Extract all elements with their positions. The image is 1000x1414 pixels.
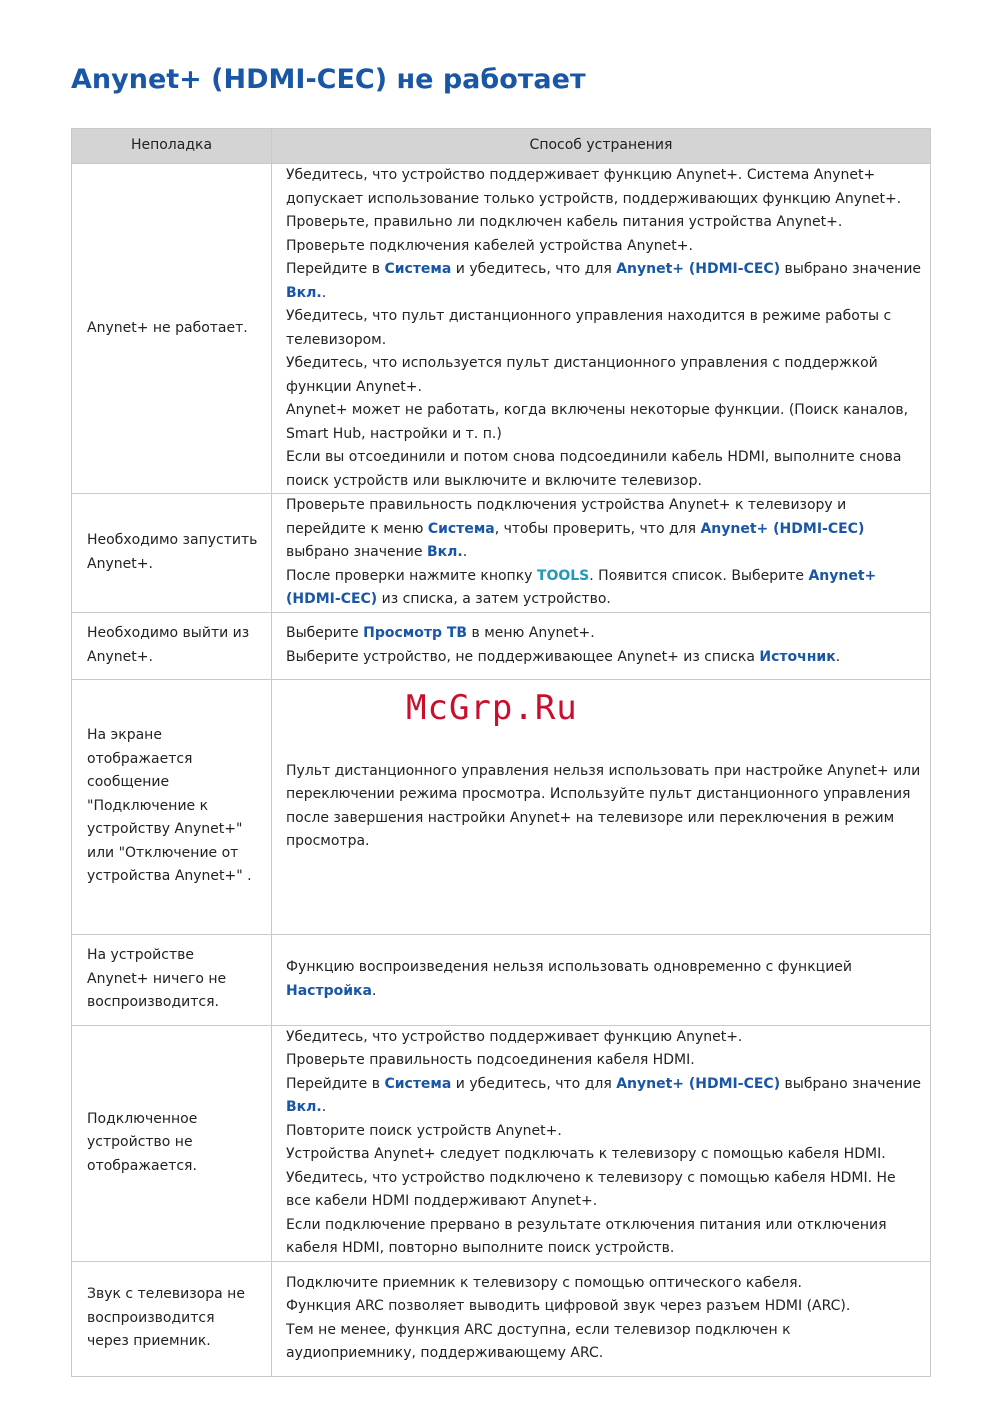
menu-term: Система — [427, 520, 495, 537]
menu-term: Вкл. — [286, 284, 322, 301]
solution-line: Убедитесь, что устройство подключено к телевизору с помощью кабеля HDMI. Не все кабели HDMI поддерживают Anynet+. — [286, 1169, 896, 1209]
problem-cell: Anynet+ не работает. — [72, 164, 272, 494]
header-problem: Неполадка — [72, 129, 272, 164]
table-header-row — [72, 129, 931, 164]
solution-line: Перейдите в Система и убедитесь, что для Anynet+ (HDMI-CEC) выбрано значение Вкл.. — [286, 1075, 922, 1115]
solution-line: Проверьте правильность подключения устройства Anynet+ к телевизору и перейдите к меню Система, чтобы проверить, что для Anynet+ (HDMI-CEC) выбрано значение Вкл.. — [286, 497, 865, 560]
solution-line: Anynet+ может не работать, когда включены некоторые функции. (Поиск каналов, Smart Hub, настройки и т. п.) — [286, 402, 909, 442]
solution-line: Перейдите в Система и убедитесь, что для Anynet+ (HDMI-CEC) выбрано значение Вкл.. — [286, 261, 922, 301]
header-solution: Способ устранения — [272, 129, 931, 164]
solution-line: Функция ARC позволяет выводить цифровой звук через разъем HDMI (ARC). — [286, 1298, 851, 1314]
menu-term: Anynet+ (HDMI-CEC) — [616, 261, 781, 277]
solution-line: Подключите приемник к телевизору с помощью оптического кабеля. — [286, 1274, 802, 1291]
troubleshooting-table — [71, 128, 931, 1377]
solution-line: Пульт дистанционного управления нельзя использовать при настройке Anynet+ или переключении режима просмотра. Используйте пульт дистанционного управления после завершения настройки Anynet+ на телевизоре или переключения в режим просмотра. — [286, 762, 921, 849]
table-row — [72, 934, 931, 1025]
menu-term: Источник — [759, 648, 836, 665]
solution-line: Убедитесь, что используется пульт дистанционного управления с поддержкой функции Anynet+. — [286, 355, 878, 395]
problem-cell: Подключенное устройство не отображается. — [72, 1025, 272, 1261]
problem-cell: Звук с телевизора не воспроизводится через приемник. — [72, 1261, 272, 1376]
menu-term: Вкл. — [426, 544, 463, 560]
table-row — [72, 494, 931, 613]
solution-line: Выберите устройство, не поддерживающее Anynet+ из списка Источник. — [286, 648, 841, 665]
solution-line: Проверьте, правильно ли подключен кабель питания устройства Anynet+. — [286, 214, 843, 230]
table-row — [72, 164, 931, 494]
solution-cell — [272, 1025, 931, 1261]
solution-line: Убедитесь, что устройство поддерживает функцию Anynet+. — [286, 1028, 743, 1045]
solution-cell — [272, 1261, 931, 1376]
problem-cell: Необходимо запустить Anynet+. — [72, 494, 272, 613]
table-row — [72, 1025, 931, 1261]
menu-term: Anynet+ (HDMI-CEC) — [700, 520, 865, 537]
page-title: Anynet+ (HDMI-CEC) не работает — [71, 64, 586, 95]
solution-cell — [272, 612, 931, 679]
menu-term: Система — [384, 261, 452, 277]
problem-cell: На экране отображается сообщение "Подключение к устройству Anynet+" или "Отключение от устройства Anynet+" . — [72, 679, 272, 934]
solution-line: Проверьте правильность подсоединения кабеля HDMI. — [286, 1052, 695, 1068]
solution-cell — [272, 164, 931, 494]
table-row — [72, 612, 931, 679]
solution-cell — [272, 679, 931, 934]
problem-cell: На устройстве Anynet+ ничего не воспроизводится. — [72, 934, 272, 1025]
table-row — [72, 1261, 931, 1376]
solution-line: Повторите поиск устройств Anynet+. — [286, 1122, 562, 1139]
solution-line: Убедитесь, что устройство поддерживает функцию Anynet+. Система Anynet+ допускает использование только устройств, поддерживающих функцию Anynet+. — [286, 167, 902, 207]
solution-line: Убедитесь, что пульт дистанционного управления находится в режиме работы с телевизором. — [286, 308, 892, 348]
menu-term: Вкл. — [286, 1099, 322, 1115]
solution-line: Если подключение прервано в результате отключения питания или отключения кабеля HDMI, повторно выполните поиск устройств. — [286, 1216, 887, 1256]
watermark: McGrp.Ru — [406, 688, 578, 728]
solution-line: Если вы отсоединили и потом снова подсоединили кабель HDMI, выполните снова поиск устройств или выключите и включите телевизор. — [286, 449, 902, 489]
menu-term: Просмотр ТВ — [363, 625, 468, 641]
solution-line: Тем не менее, функция ARC доступна, если телевизор подключен к аудиоприемнику, поддерживающему ARC. — [286, 1321, 791, 1361]
menu-term: Anynet+ (HDMI-CEC) — [616, 1075, 781, 1092]
menu-term: Система — [384, 1075, 452, 1092]
menu-term: Настройка — [286, 982, 372, 999]
solution-line: После проверки нажмите кнопку TOOLS. Появится список. Выберите Anynet+ (HDMI-CEC) из списка, а затем устройство. — [286, 567, 877, 607]
tools-key: TOOLS — [536, 567, 590, 584]
solution-line: Выберите Просмотр ТВ в меню Anynet+. — [286, 625, 595, 641]
solution-line: Устройства Anynet+ следует подключать к телевизору с помощью кабеля HDMI. — [286, 1146, 886, 1162]
solution-line: Функцию воспроизведения нельзя использовать одновременно с функцией Настройка. — [286, 959, 853, 999]
solution-line: Проверьте подключения кабелей устройства Anynet+. — [286, 237, 693, 254]
solution-cell — [272, 934, 931, 1025]
menu-term: Anynet+ (HDMI-CEC) — [286, 567, 877, 607]
solution-cell — [272, 494, 931, 613]
problem-cell: Необходимо выйти из Anynet+. — [72, 612, 272, 679]
